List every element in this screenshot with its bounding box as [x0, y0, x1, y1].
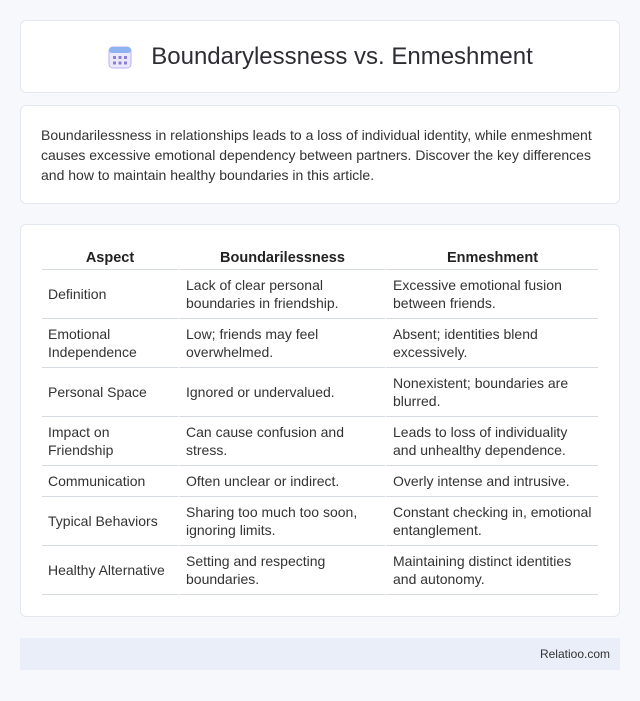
- title-card: [20, 20, 620, 93]
- row-boundarilessness: Ignored or undervalued.: [178, 368, 385, 417]
- row-aspect: Typical Behaviors: [42, 497, 178, 546]
- row-boundarilessness: Low; friends may feel overwhelmed.: [178, 319, 385, 368]
- table-header-row: [42, 245, 598, 270]
- footer: [20, 638, 620, 670]
- row-aspect: Communication: [42, 466, 178, 497]
- row-enmeshment: Absent; identities blend excessively.: [385, 319, 598, 368]
- row-boundarilessness: Setting and respecting boundaries.: [178, 546, 385, 595]
- title-wrap: [107, 43, 533, 71]
- row-aspect: Definition: [42, 270, 178, 319]
- row-boundarilessness: Can cause confusion and stress.: [178, 417, 385, 466]
- table-row: [42, 546, 598, 595]
- row-enmeshment: Excessive emotional fusion between friends.: [385, 270, 598, 319]
- comparison-table-card: [20, 224, 620, 617]
- footer-site-label: Relatioo.com: [539, 647, 610, 661]
- row-aspect: Emotional Independence: [42, 319, 178, 368]
- row-enmeshment: Leads to loss of individuality and unhealthy dependence.: [385, 417, 598, 466]
- header-boundarilessness: Boundarilessness: [178, 245, 385, 270]
- row-boundarilessness: Often unclear or indirect.: [178, 466, 385, 497]
- row-enmeshment: Overly intense and intrusive.: [385, 466, 598, 497]
- row-boundarilessness: Sharing too much too soon, ignoring limits.: [178, 497, 385, 546]
- comparison-table: [42, 245, 598, 595]
- row-enmeshment: Maintaining distinct identities and autonomy.: [385, 546, 598, 595]
- row-enmeshment: Nonexistent; boundaries are blurred.: [385, 368, 598, 417]
- intro-text: Boundarilessness in relationships leads to a loss of individual identity, while enmeshment causes excessive emotional dependency between partners. Discover the key differences and how to maintain healthy boundaries in this article.: [41, 127, 592, 183]
- table-row: [42, 417, 598, 466]
- row-aspect: Personal Space: [42, 368, 178, 417]
- row-aspect: Impact on Friendship: [42, 417, 178, 466]
- page-title: Boundarylessness vs. Enmeshment: [151, 42, 533, 70]
- row-enmeshment: Constant checking in, emotional entanglement.: [385, 497, 598, 546]
- table-row: [42, 466, 598, 497]
- table-row: [42, 319, 598, 368]
- table-row: [42, 368, 598, 417]
- row-boundarilessness: Lack of clear personal boundaries in friendship.: [178, 270, 385, 319]
- header-enmeshment: Enmeshment: [385, 245, 598, 270]
- table-row: [42, 270, 598, 319]
- row-aspect: Healthy Alternative: [42, 546, 178, 595]
- table-row: [42, 497, 598, 546]
- header-aspect: Aspect: [42, 245, 178, 270]
- calendar-icon: [107, 44, 133, 70]
- intro-card: [20, 105, 620, 204]
